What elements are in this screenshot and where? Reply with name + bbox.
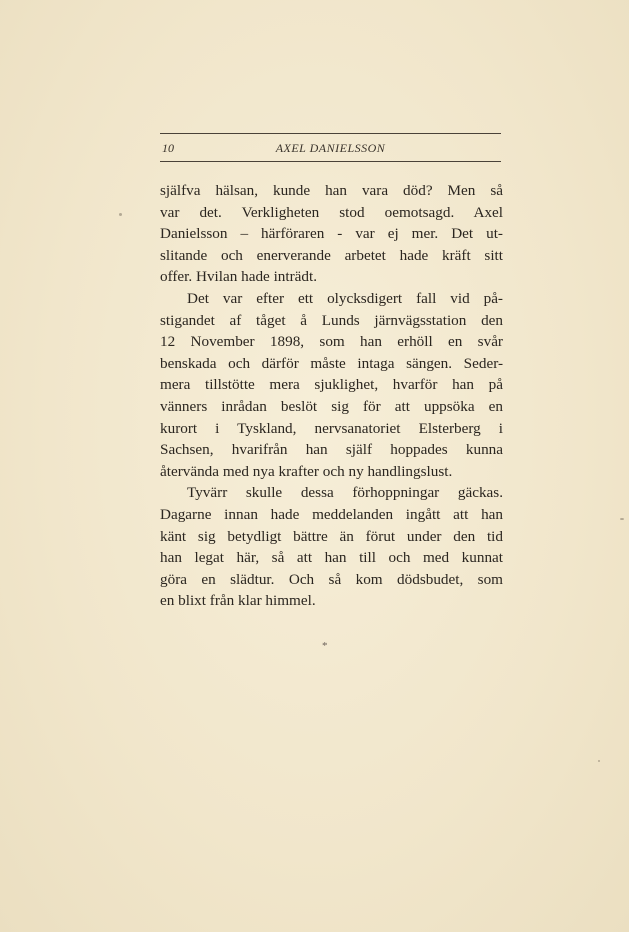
text-line: stigandet af tåget å Lunds järnvägsstation den: [160, 311, 503, 329]
text-line: en blixt från klar himmel.: [160, 592, 316, 610]
text-line: Sachsen, hvarifrån han själf hoppades kunna: [160, 441, 503, 459]
text-line: Danielsson – härföraren - var ej mer. Det ut-: [160, 225, 503, 243]
text-line: Dagarne innan hade meddelanden ingått att han: [160, 505, 503, 523]
text-line: 12 November 1898, som han erhöll en svår: [160, 333, 503, 351]
text-line: slitande och enerverande arbetet hade kräft sitt: [160, 246, 503, 264]
running-head: AXEL DANIELSSON: [275, 141, 386, 155]
text-line: känt sig betydligt bättre än förut under den tid: [160, 527, 503, 545]
text-line: Det var efter ett olycksdigert fall vid på-: [187, 289, 503, 307]
section-ornament: *: [322, 640, 328, 652]
text-line: kurort i Tyskland, nervsanatoriet Elsterberg i: [160, 419, 503, 437]
text-line: var det. Verkligheten stod oemotsagd. Axel: [160, 203, 503, 221]
paragraph-1: [160, 180, 503, 288]
text-line: offer. Hvilan hade inträdt.: [160, 268, 318, 286]
text-line: själfva hälsan, kunde han vara död? Men så: [160, 182, 503, 199]
text-line: vänners inrådan beslöt sig för att uppsöka en: [160, 397, 503, 415]
paper-speck: [119, 213, 122, 216]
page-header: [160, 133, 501, 162]
paper-speck: [598, 760, 600, 762]
paragraph-2: [160, 288, 503, 482]
text-line: göra en slädtur. Och så kom dödsbudet, som: [160, 570, 503, 588]
paragraph-3: [160, 482, 503, 612]
text-line: han legat här, så att han till och med kunnat: [160, 549, 503, 567]
text-line: Tyvärr skulle dessa förhoppningar gäckas.: [187, 484, 503, 502]
body-text: [160, 180, 503, 612]
text-line: benskada och därför måste intaga sängen. Seder-: [160, 354, 503, 372]
page-number: 10: [162, 141, 174, 155]
text-line: återvända med nya krafter och ny handlingslust.: [160, 462, 453, 480]
paper-speck: [620, 518, 624, 520]
text-line: mera tillstötte mera sjuklighet, hvarför han på: [160, 376, 503, 394]
